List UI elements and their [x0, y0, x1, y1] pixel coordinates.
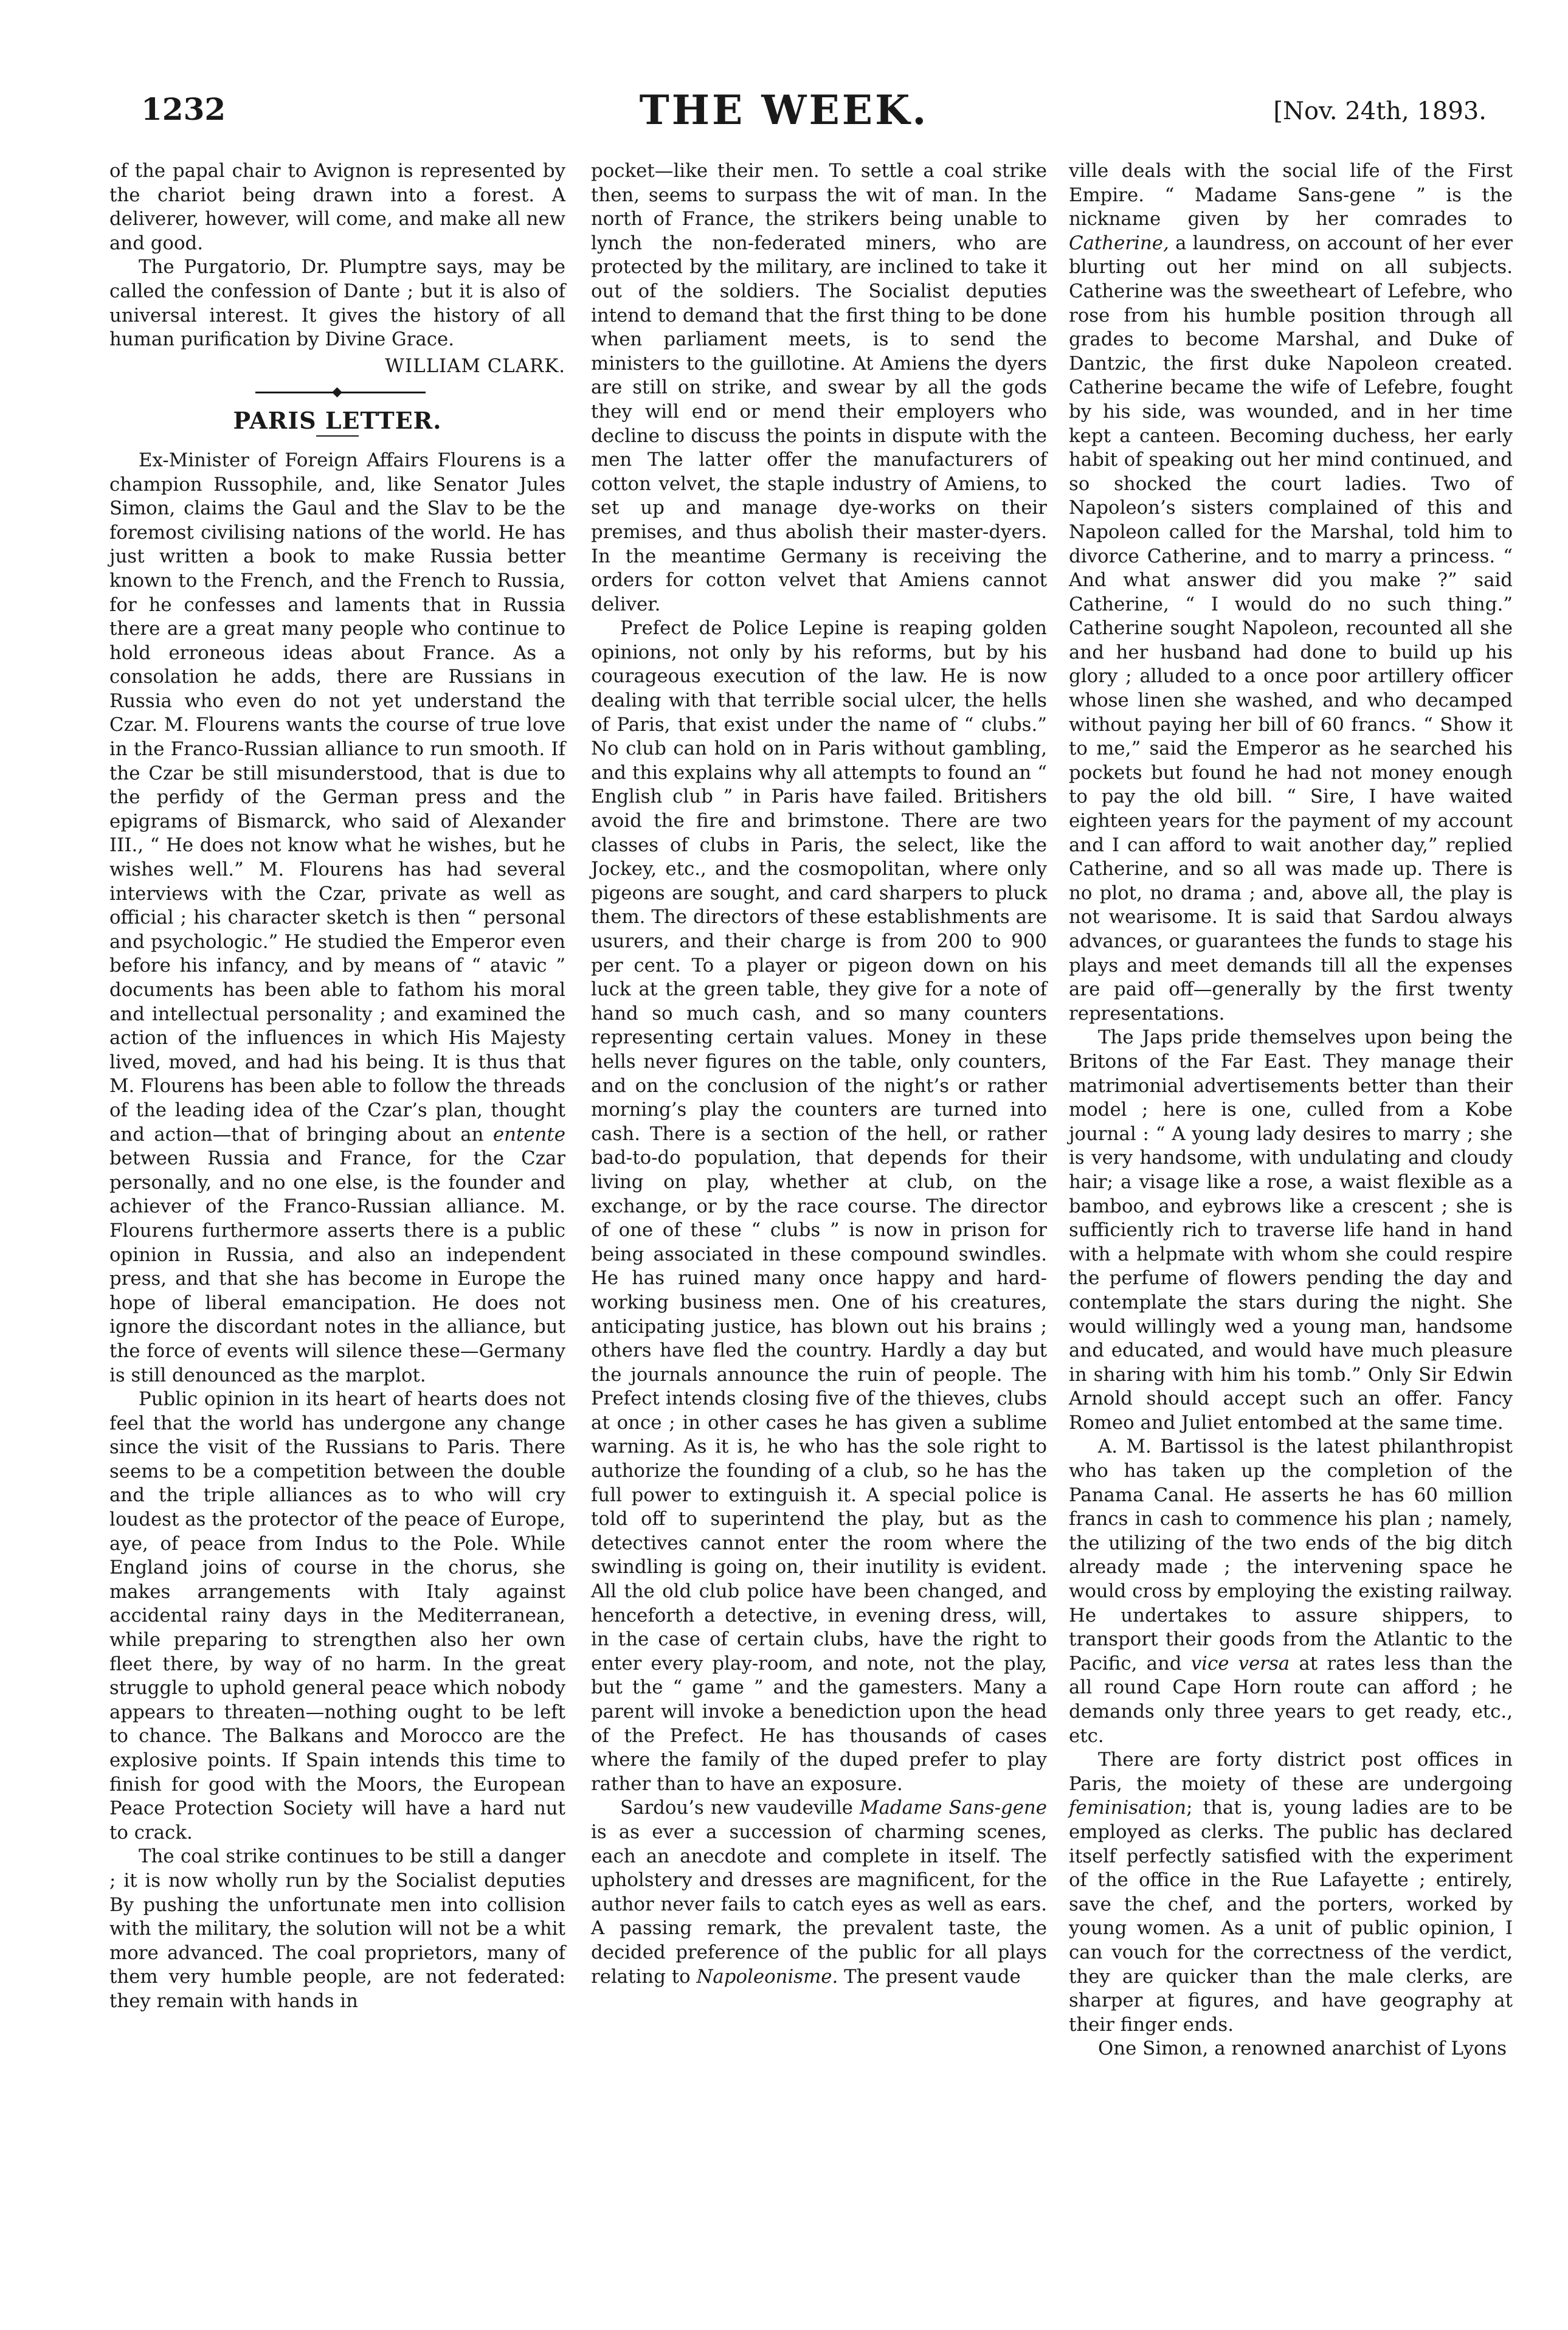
column-3: [1069, 159, 1513, 2061]
text-run: at rates less than the all round Cape Horn route can afford ; he demands only three years to get ready, etc., etc.: [1069, 1652, 1513, 1747]
page-number: 1232: [141, 91, 226, 127]
article-heading: PARIS LETTER.: [233, 407, 442, 435]
divider-ornament-icon: ◆: [332, 384, 342, 400]
text-run: Sardou’s new vaudeville: [620, 1797, 854, 1819]
italic-term: vice versa: [1190, 1652, 1290, 1675]
paragraph: [1069, 1435, 1513, 1748]
italic-term: entente: [492, 1123, 565, 1146]
masthead-title: THE WEEK.: [639, 86, 929, 134]
paragraph: [591, 1796, 1047, 1989]
text-run: A. M. Bartissol is the latest philanthropist who has taken up the completion of the Panama Canal. He asserts he has 60 million francs in cash to commence his plan ; namely, the utilizing of the two ends of the big ditch already made ; the intervening space he would cross by employing the existing railway. He undertakes to assure shippers, to transport their goods from the Atlantic to the Pacific, and: [1069, 1436, 1513, 1675]
text-run: ville deals with the social life of the First Empire. “ Madame Sans-gene ” is the nickname given by her comrades to: [1069, 160, 1513, 230]
text-run: a laundress, on account of her ever blurting out her mind on all subjects. Catherine was the sweetheart of Lefebre, who rose from his humble position through all grades to become Marshal, and Duke of Dantzic, the first duke Napoleon created. Catherine became the wife of Lefebre, fought by his side, was wounded, and in her time kept a canteen. Becoming duchess, her early habit of speaking out her mind continued, and so shocked the court ladies. Two of Napoleon’s sisters complained of this and Napoleon called for the Marshal, told him to divorce Catherine, and to marry a princess. “ And what answer did you make ?” said Catherine, “ I would do no such thing.” Catherine sought Napoleon, recounted all she and her husband had done to build up his glory ; alluded to a once poor artillery officer whose linen she washed, and who decamped without paying her bill of 60 francs. “ Show it to me,” said the Emperor as he searched his pockets but found he had not money enough to pay the old bill. “ Sire, I have waited eighteen years for the payment of my account and I can afford to wait another day,” replied Catherine, and so all was made up. There is no plot, no drama ; and, above all, the play is not wearisome. It is said that Sardou always advances, or guarantees the funds to stage his plays and meet demands till all the expenses are paid off—generally by the first twenty representations.: [1069, 232, 1513, 1025]
italic-term: Napoleonisme.: [696, 1965, 838, 1988]
column-1: [109, 159, 565, 2014]
page-header: [0, 0, 1568, 146]
text-run: Ex-Minister of Foreign Affairs Flourens is a champion Russophile, and, like Senator Jules Simon, claims the Gaul and the Slav to be the foremost civilising nations of the world. He has just written a book to make Russia better known to the French, and the French to Russia, for he confesses and laments that in Russia there are a great many people who continue to hold erroneous ideas about France. As a consolation he adds, there are Russians in Russia who even do not yet understand the Czar. M. Flourens wants the course of true love in the Franco-Russian alliance to run smooth. If the Czar be still misunderstood, that is due to the perfidy of the German press and the epigrams of Bismarck, who said of Alexander III., “ He does not know what he wishes, but he wishes well.” M. Flourens has had several interviews with the Czar, private as well as official ; his character sketch is then “ personal and psychologic.” He studied the Emperor even before his infancy, and by means of “ atavic ” documents has been able to fathom his moral and intellectual personality ; and examined the action of the influences in which His Majesty lived, moved, and had his being. It is thus that M. Flourens has been able to follow the threads of the leading idea of the Czar’s plan, thought and action—that of bringing about an: [109, 449, 565, 1146]
heading-rule: [316, 435, 359, 437]
paragraph: Public opinion in its heart of hearts does not feel that the world has undergone any change since the visit of the Russians to Paris. There seems to be a competition between the double and the triple alliances as to who will cry loudest as the protector of the peace of Europe, aye, of peace from Indus to the Pole. While England joins of course in the chorus, she makes arrangements with Italy against accidental rainy days in the Mediterranean, while preparing to strengthen also her own fleet there, by way of no harm. In the great struggle to uphold general peace which nobody appears to threaten—nothing ought to be left to chance. The Balkans and Morocco are the explosive points. If Spain intends this time to finish for good with the Moors, the European Peace Protection Society will have a hard nut to crack.: [109, 1388, 565, 1844]
italic-name: Catherine,: [1069, 232, 1169, 254]
paragraph: One Simon, a renowned anarchist of Lyons: [1098, 2038, 1507, 2060]
paragraph: of the papal chair to Avignon is represented by the chariot being drawn into a forest. A deliverer, however, will come, and make all new and good.: [109, 160, 565, 254]
text-run: ; that is, young ladies are to be employed as clerks. The public has declared itself perfectly satisfied with the experiment of the office in the Rue Lafayette ; entirely, save the chef, and the porters, worked by young women. As a unit of public opinion, I can vouch for the correctness of the verdict, they are quicker than the male clerks, are sharper at figures, and have geography at their finger ends.: [1069, 1797, 1513, 2036]
paragraph: The coal strike continues to be still a danger ; it is now wholly run by the Socialist deputies By pushing the unfortunate men into collision with the military, the solution will not be a whit more advanced. The coal proprietors, many of them very humble people, are not federated: they remain with hands in: [109, 1845, 565, 2012]
text-run: The present vaude: [844, 1965, 1021, 1988]
paragraph: [1069, 1748, 1513, 2037]
paragraph: The Japs pride themselves upon being the Britons of the Far East. They manage their matrimonial advertisements better than their model ; here is one, culled from a Kobe journal : “ A young lady desires to marry ; she is very handsome, with undulating and cloudy hair; a visage like a rose, a waist flexible as a bamboo, and eybrows like a crescent ; she is sufficiently rich to traverse life hand in hand with a helpmate with whom she could respire the perfume of flowers pending the day and contemplate the stars during the night. She would willingly wed a young man, handsome and educated, and would have much pleasure in sharing with him his tomb.” Only Sir Edwin Arnold should accept such an offer. Fancy Romeo and Juliet entombed at the same time.: [1069, 1026, 1513, 1434]
text-run: is as ever a succession of charming scenes, each an anecdote and complete in itself. The upholstery and dresses are magnificent, for the author never fails to catch eyes as well as ears. A passing remark, the prevalent taste, the decided preference of the public for all plays relating to: [591, 1820, 1047, 1988]
italic-term: feminisation: [1069, 1797, 1187, 1819]
author-signature: WILLIAM CLARK.: [385, 354, 565, 377]
text-run: There are forty district post offices in Paris, the moiety of these are undergoing: [1069, 1749, 1513, 1795]
section-divider: [109, 383, 565, 401]
paragraph: The Purgatorio, Dr. Plumptre says, may be called the confession of Dante ; but it is also of universal interest. It gives the history of all human purification by Divine Grace.: [109, 256, 565, 351]
paragraph: [109, 449, 565, 1388]
paragraph: pocket—like their men. To settle a coal strike then, seems to surpass the wit of man. In the north of France, the strikers being unable to lynch the non-federated miners, who are protected by the military, are inclined to take it out of the soldiers. The Socialist deputies intend to demand that the first thing to be done when parliament meets, is to send the ministers to the guillotine. At Amiens the dyers are still on strike, and swear by all the gods they will end or mend their employers who decline to discuss the points in dispute with the men The latter offer the manufacturers of cotton velvet, the staple industry of Amiens, to set up and manage dye-works on their premises, and thus abolish their master-dyers. In the meantime Germany is receiving the orders for cotton velvet that Amiens cannot deliver.: [591, 160, 1047, 615]
italic-title: Madame Sans-gene: [860, 1797, 1047, 1819]
paragraph: [1069, 159, 1513, 1026]
issue-date: [Nov. 24th, 1893.: [1273, 97, 1487, 125]
column-2: [591, 159, 1047, 1989]
text-run: between Russia and France, for the Czar personally, and no one else, is the founder and achiever of the Franco-Russian alliance. M. Flourens furthermore asserts there is a public opinion in Russia, and also an independent press, and that she has become in Europe the hope of liberal emancipation. He does not ignore the discordant notes in the alliance, but the force of events will silence these—Germany is still denounced as the marplot.: [109, 1147, 565, 1386]
paragraph: Prefect de Police Lepine is reaping golden opinions, not only by his reforms, but by his courageous execution of the law. He is now dealing with that terrible social ulcer, the hells of Paris, that exist under the name of “ clubs.” No club can hold on in Paris without gambling, and this explains why all attempts to found an “ English club ” in Paris have failed. Britishers avoid the fire and brimstone. There are two classes of clubs in Paris, the select, like the Jockey, etc., and the cosmopolitan, where only pigeons are sought, and card sharpers to pluck them. The directors of these establishments are usurers, and their charge is from 200 to 900 per cent. To a player or pigeon down on his luck at the green table, they give for a note of hand so much cash, and so many counters representing certain values. Money in these hells never figures on the table, only counters, and on the conclusion of the night’s or rather morning’s play the counters are turned into cash. There is a section of the hell, or rather bad-to-do population, that depends for their living on play, whether at club, on the exchange, or by the race course. The director of one of these “ clubs ” is now in prison for being associated in these compound swindles. He has ruined many once happy and hard-working business men. One of his creatures, anticipating justice, has blown out his brains ; others have fled the country. Hardly a day but the journals announce the ruin of people. The Prefect intends closing five of the thieves, clubs at once ; in other cases he has given a sublime warning. As it is, he who has the sole right to authorize the founding of a club, so he has the full power to extinguish it. A special police is told off to superintend the play, but as the detectives cannot enter the room where the swindling is going on, their inutility is evident. All the old club police have been changed, and henceforth a detective, in evening dress, will, in the case of certain clubs, have the right to enter every play-room, and note, not the play, but the “ game ” and the gamesters. Many a parent will invoke a benediction upon the head of the Prefect. He has thousands of cases where the family of the duped prefer to play rather than to have an exposure.: [591, 617, 1047, 1795]
